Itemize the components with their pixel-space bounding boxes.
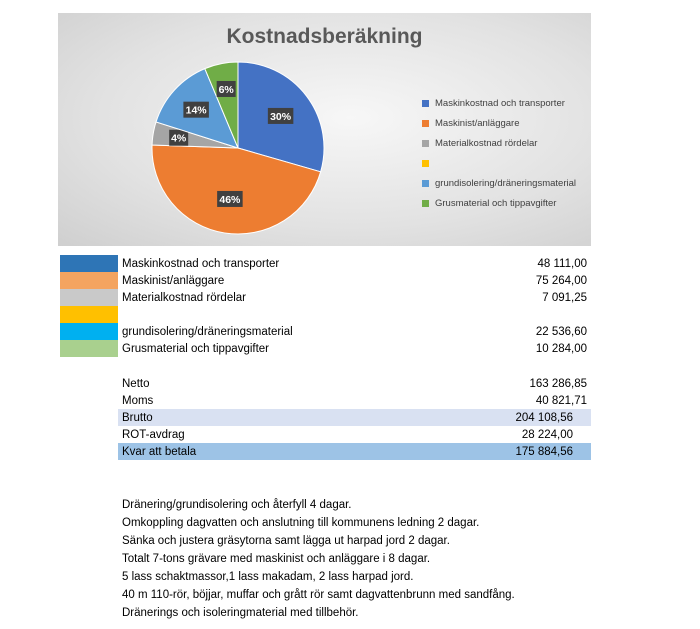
note-line: Dränering/grundisolering och återfyll 4 dagar. xyxy=(122,499,352,511)
pie-chart xyxy=(58,13,591,246)
legend-item xyxy=(422,113,592,133)
pie-data-label xyxy=(169,130,188,146)
legend-item xyxy=(422,133,592,153)
table-row xyxy=(60,340,591,357)
pie-data-label xyxy=(183,102,209,118)
color-swatch xyxy=(60,340,118,357)
legend-label: grundisolering/dräneringsmaterial xyxy=(435,177,576,189)
note-line: Totalt 7-tons grävare med maskinist och anläggare i 8 dagar. xyxy=(122,553,431,565)
svg-text:30%: 30% xyxy=(270,110,292,123)
svg-text:46%: 46% xyxy=(219,193,241,206)
netto-label: Netto xyxy=(122,377,150,390)
row-value: 22 536,60 xyxy=(535,325,587,338)
kvar-label: Kvar att betala xyxy=(122,445,197,458)
pie-data-label xyxy=(217,191,243,207)
chart-legend xyxy=(422,93,592,213)
svg-text:14%: 14% xyxy=(185,104,207,117)
kvar-row xyxy=(118,443,591,460)
legend-item xyxy=(422,153,592,173)
moms-label: Moms xyxy=(122,394,154,407)
row-value: 75 264,00 xyxy=(535,274,587,287)
color-swatch xyxy=(60,289,118,306)
pie-data-label xyxy=(268,108,294,124)
row-label: Maskinkostnad och transporter xyxy=(122,257,280,270)
brutto-value: 204 108,56 xyxy=(515,411,573,424)
cost-table xyxy=(60,255,591,357)
svg-text:6%: 6% xyxy=(218,83,234,96)
note-line: Dränerings och isoleringmaterial med tillbehör. xyxy=(122,607,359,619)
legend-swatch xyxy=(422,180,429,187)
kvar-value: 175 884,56 xyxy=(515,445,573,458)
legend-label: Maskinkostnad och transporter xyxy=(435,97,565,109)
legend-swatch xyxy=(422,200,429,207)
row-label: grundisolering/dräneringsmaterial xyxy=(122,325,293,338)
legend-swatch xyxy=(422,160,429,167)
table-row xyxy=(60,289,591,306)
legend-item xyxy=(422,93,592,113)
table-row xyxy=(60,272,591,289)
row-value: 10 284,00 xyxy=(535,342,587,355)
note-line: Sänka och justera gräsytorna samt lägga ut harpad jord 2 dagar. xyxy=(122,535,450,547)
legend-label: Grusmaterial och tippavgifter xyxy=(435,197,557,209)
legend-swatch xyxy=(422,140,429,147)
pie-data-label xyxy=(217,81,236,97)
row-label: Grusmaterial och tippavgifter xyxy=(122,342,270,355)
brutto-row xyxy=(118,409,591,426)
moms-row xyxy=(118,392,591,409)
color-swatch xyxy=(60,306,118,323)
color-swatch xyxy=(60,255,118,272)
legend-label: Materialkostnad rördelar xyxy=(435,137,538,149)
notes xyxy=(122,496,682,622)
color-swatch xyxy=(60,323,118,340)
table-row xyxy=(60,255,591,272)
table-row xyxy=(60,323,591,340)
row-value: 7 091,25 xyxy=(542,291,587,304)
svg-text:4%: 4% xyxy=(171,132,187,145)
moms-value: 40 821,71 xyxy=(535,394,587,407)
chart-title: Kostnadsberäkning xyxy=(226,25,423,48)
color-swatch xyxy=(60,272,118,289)
note-line: 40 m 110-rör, böjjar, muffar och grått rör samt dagvattenbrunn med sandfång. xyxy=(122,589,515,601)
row-label: Maskinist/anläggare xyxy=(122,274,225,287)
netto-value: 163 286,85 xyxy=(529,377,587,390)
rot-label: ROT-avdrag xyxy=(122,428,185,441)
table-row xyxy=(60,306,591,323)
legend-swatch xyxy=(422,120,429,127)
note-line: Omkoppling dagvatten och anslutning till kommunens ledning 2 dagar. xyxy=(122,517,480,529)
note-line: 5 lass schaktmassor,1 lass makadam, 2 lass harpad jord. xyxy=(122,571,414,583)
row-value: 48 111,00 xyxy=(537,257,587,270)
legend-label: Maskinist/anläggare xyxy=(435,117,520,129)
legend-item xyxy=(422,193,592,213)
brutto-label: Brutto xyxy=(122,411,153,424)
row-label: Materialkostnad rördelar xyxy=(122,291,247,304)
netto-row xyxy=(118,375,591,392)
legend-item xyxy=(422,173,592,193)
rot-value: 28 224,00 xyxy=(521,428,573,441)
totals-table xyxy=(118,375,591,460)
legend-swatch xyxy=(422,100,429,107)
rot-row xyxy=(118,426,591,443)
